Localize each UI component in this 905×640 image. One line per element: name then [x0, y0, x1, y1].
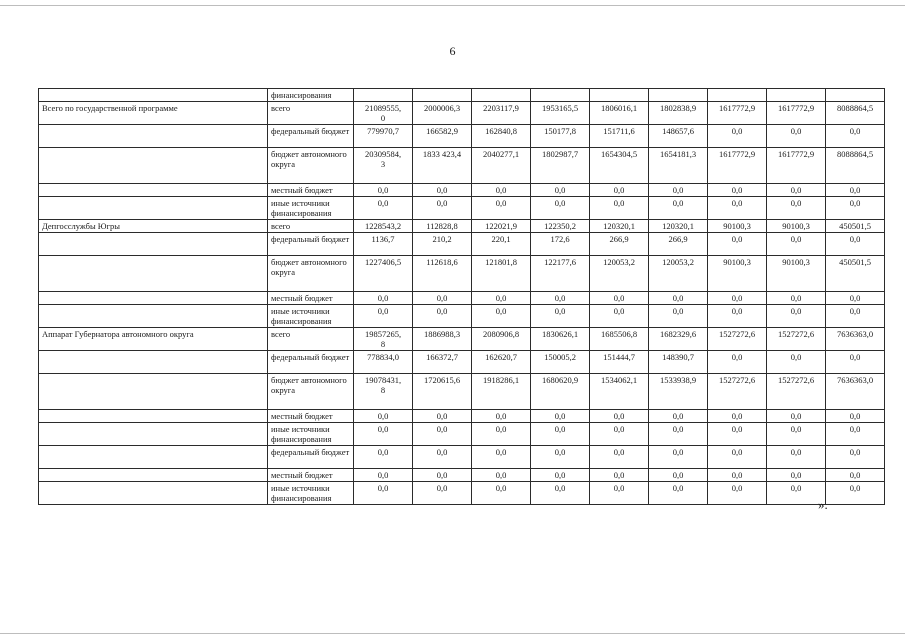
amount-cell: [826, 89, 885, 102]
amount-cell: 0,0: [590, 292, 649, 305]
amount-cell: [649, 89, 708, 102]
organization-cell: [39, 469, 268, 482]
amount-cell: 0,0: [826, 469, 885, 482]
amount-cell: 166372,7: [413, 351, 472, 374]
table-row: [39, 305, 885, 328]
amount-cell: 1802987,7: [531, 148, 590, 184]
funding-source-cell: финансирования: [268, 89, 354, 102]
amount-cell: 0,0: [413, 482, 472, 505]
table-row: [39, 256, 885, 292]
funding-source-cell: иные источники финансирования: [268, 423, 354, 446]
amount-cell: 21089555, 0: [354, 102, 413, 125]
amount-cell: 112828,8: [413, 220, 472, 233]
amount-cell: 20309584, 3: [354, 148, 413, 184]
amount-cell: 150005,2: [531, 351, 590, 374]
organization-cell: [39, 305, 268, 328]
table-row: [39, 184, 885, 197]
amount-cell: 0,0: [826, 305, 885, 328]
organization-cell: [39, 233, 268, 256]
amount-cell: 2040277,1: [472, 148, 531, 184]
amount-cell: 0,0: [590, 482, 649, 505]
amount-cell: 0,0: [590, 446, 649, 469]
amount-cell: 0,0: [708, 482, 767, 505]
table-row: [39, 482, 885, 505]
table-row: [39, 374, 885, 410]
amount-cell: 266,9: [649, 233, 708, 256]
organization-cell: [39, 410, 268, 423]
organization-cell: Депгосслужбы Югры: [39, 220, 268, 233]
page-number: 6: [449, 44, 456, 58]
amount-cell: 0,0: [472, 423, 531, 446]
amount-cell: 0,0: [708, 423, 767, 446]
funding-source-cell: всего: [268, 328, 354, 351]
organization-cell: Аппарат Губернатора автономного округа: [39, 328, 268, 351]
amount-cell: 0,0: [354, 184, 413, 197]
amount-cell: 0,0: [413, 197, 472, 220]
amount-cell: 0,0: [826, 423, 885, 446]
amount-cell: [472, 89, 531, 102]
amount-cell: 0,0: [531, 292, 590, 305]
amount-cell: 1228543,2: [354, 220, 413, 233]
amount-cell: 7636363,0: [826, 374, 885, 410]
amount-cell: 0,0: [826, 446, 885, 469]
amount-cell: 0,0: [472, 410, 531, 423]
organization-cell: [39, 184, 268, 197]
amount-cell: 0,0: [531, 305, 590, 328]
organization-cell: [39, 351, 268, 374]
amount-cell: 220,1: [472, 233, 531, 256]
amount-cell: 0,0: [472, 305, 531, 328]
organization-cell: [39, 292, 268, 305]
organization-cell: [39, 374, 268, 410]
scan-edge-top: [0, 5, 905, 6]
amount-cell: 0,0: [649, 305, 708, 328]
amount-cell: [708, 89, 767, 102]
amount-cell: 0,0: [472, 184, 531, 197]
amount-cell: 8088864,5: [826, 102, 885, 125]
funding-source-cell: иные источники финансирования: [268, 197, 354, 220]
amount-cell: 0,0: [826, 482, 885, 505]
amount-cell: 0,0: [649, 184, 708, 197]
amount-cell: 162620,7: [472, 351, 531, 374]
amount-cell: 0,0: [472, 292, 531, 305]
funding-source-cell: местный бюджет: [268, 184, 354, 197]
amount-cell: 122021,9: [472, 220, 531, 233]
amount-cell: 0,0: [413, 423, 472, 446]
amount-cell: [531, 89, 590, 102]
table-row: [39, 233, 885, 256]
amount-cell: 778834,0: [354, 351, 413, 374]
table-row: [39, 410, 885, 423]
amount-cell: 122350,2: [531, 220, 590, 233]
funding-source-cell: бюджет автономного округа: [268, 374, 354, 410]
amount-cell: 1685506,8: [590, 328, 649, 351]
funding-source-cell: федеральный бюджет: [268, 233, 354, 256]
table-row: [39, 125, 885, 148]
amount-cell: 0,0: [590, 197, 649, 220]
amount-cell: 0,0: [531, 197, 590, 220]
amount-cell: 122177,6: [531, 256, 590, 292]
amount-cell: 1533938,9: [649, 374, 708, 410]
organization-cell: [39, 423, 268, 446]
funding-source-cell: местный бюджет: [268, 469, 354, 482]
amount-cell: 0,0: [354, 469, 413, 482]
table-row: [39, 446, 885, 469]
amount-cell: 0,0: [590, 469, 649, 482]
amount-cell: 121801,8: [472, 256, 531, 292]
amount-cell: [767, 89, 826, 102]
amount-cell: 0,0: [590, 410, 649, 423]
budget-table-body: [39, 89, 885, 505]
amount-cell: 0,0: [826, 410, 885, 423]
amount-cell: [590, 89, 649, 102]
amount-cell: 0,0: [649, 446, 708, 469]
amount-cell: 0,0: [354, 197, 413, 220]
funding-source-cell: местный бюджет: [268, 410, 354, 423]
amount-cell: 0,0: [708, 469, 767, 482]
amount-cell: 1802838,9: [649, 102, 708, 125]
amount-cell: 0,0: [708, 305, 767, 328]
amount-cell: 0,0: [531, 423, 590, 446]
amount-cell: 266,9: [590, 233, 649, 256]
amount-cell: 0,0: [708, 351, 767, 374]
table-row: [39, 89, 885, 102]
amount-cell: 0,0: [413, 446, 472, 469]
amount-cell: 120320,1: [590, 220, 649, 233]
amount-cell: 0,0: [590, 184, 649, 197]
amount-cell: 172,6: [531, 233, 590, 256]
amount-cell: 450501,5: [826, 256, 885, 292]
amount-cell: 1654304,5: [590, 148, 649, 184]
amount-cell: 19857265, 8: [354, 328, 413, 351]
amount-cell: 0,0: [531, 469, 590, 482]
amount-cell: 0,0: [590, 305, 649, 328]
amount-cell: 2080906,8: [472, 328, 531, 351]
amount-cell: 0,0: [354, 446, 413, 469]
amount-cell: 0,0: [649, 482, 708, 505]
amount-cell: 1806016,1: [590, 102, 649, 125]
amount-cell: 0,0: [354, 482, 413, 505]
amount-cell: 0,0: [826, 197, 885, 220]
amount-cell: 0,0: [767, 184, 826, 197]
amount-cell: 90100,3: [708, 220, 767, 233]
amount-cell: 166582,9: [413, 125, 472, 148]
amount-cell: 1953165,5: [531, 102, 590, 125]
amount-cell: 0,0: [472, 197, 531, 220]
funding-source-cell: всего: [268, 102, 354, 125]
funding-source-cell: бюджет автономного округа: [268, 256, 354, 292]
amount-cell: [413, 89, 472, 102]
amount-cell: 0,0: [767, 125, 826, 148]
table-row: [39, 102, 885, 125]
amount-cell: 0,0: [708, 410, 767, 423]
amount-cell: 0,0: [531, 446, 590, 469]
table-row: [39, 292, 885, 305]
amount-cell: 0,0: [354, 292, 413, 305]
amount-cell: 151444,7: [590, 351, 649, 374]
amount-cell: 0,0: [826, 125, 885, 148]
amount-cell: 1527272,6: [708, 328, 767, 351]
table-row: [39, 469, 885, 482]
amount-cell: 1617772,9: [767, 148, 826, 184]
table-row: [39, 423, 885, 446]
amount-cell: 0,0: [826, 351, 885, 374]
amount-cell: 2000006,3: [413, 102, 472, 125]
amount-cell: 148657,6: [649, 125, 708, 148]
scan-edge-bottom: [0, 633, 905, 634]
amount-cell: 90100,3: [708, 256, 767, 292]
funding-source-cell: иные источники финансирования: [268, 482, 354, 505]
amount-cell: 162840,8: [472, 125, 531, 148]
amount-cell: 0,0: [767, 410, 826, 423]
amount-cell: 90100,3: [767, 220, 826, 233]
amount-cell: 120053,2: [649, 256, 708, 292]
amount-cell: 0,0: [531, 410, 590, 423]
amount-cell: 0,0: [354, 423, 413, 446]
amount-cell: 0,0: [767, 197, 826, 220]
amount-cell: 1527272,6: [767, 374, 826, 410]
amount-cell: 1682329,6: [649, 328, 708, 351]
funding-source-cell: федеральный бюджет: [268, 446, 354, 469]
organization-cell: [39, 148, 268, 184]
amount-cell: 0,0: [649, 292, 708, 305]
amount-cell: 779970,7: [354, 125, 413, 148]
amount-cell: 8088864,5: [826, 148, 885, 184]
amount-cell: 1527272,6: [767, 328, 826, 351]
amount-cell: 1227406,5: [354, 256, 413, 292]
amount-cell: 0,0: [826, 184, 885, 197]
amount-cell: 1534062,1: [590, 374, 649, 410]
amount-cell: 90100,3: [767, 256, 826, 292]
amount-cell: 19078431, 8: [354, 374, 413, 410]
amount-cell: 0,0: [708, 184, 767, 197]
amount-cell: 0,0: [649, 469, 708, 482]
amount-cell: 1918286,1: [472, 374, 531, 410]
amount-cell: 7636363,0: [826, 328, 885, 351]
amount-cell: 0,0: [649, 410, 708, 423]
funding-source-cell: иные источники финансирования: [268, 305, 354, 328]
amount-cell: 0,0: [413, 305, 472, 328]
amount-cell: 0,0: [767, 469, 826, 482]
organization-cell: [39, 256, 268, 292]
amount-cell: 0,0: [767, 292, 826, 305]
amount-cell: 0,0: [767, 446, 826, 469]
amount-cell: 150177,8: [531, 125, 590, 148]
funding-source-cell: всего: [268, 220, 354, 233]
amount-cell: 0,0: [413, 292, 472, 305]
organization-cell: [39, 89, 268, 102]
amount-cell: 0,0: [472, 446, 531, 469]
amount-cell: 1680620,9: [531, 374, 590, 410]
amount-cell: 0,0: [531, 482, 590, 505]
amount-cell: 120320,1: [649, 220, 708, 233]
amount-cell: 0,0: [354, 410, 413, 423]
amount-cell: 0,0: [708, 197, 767, 220]
table-row: [39, 328, 885, 351]
amount-cell: 0,0: [649, 423, 708, 446]
amount-cell: 0,0: [413, 469, 472, 482]
amount-cell: 1617772,9: [708, 148, 767, 184]
table-row: [39, 148, 885, 184]
amount-cell: 0,0: [767, 305, 826, 328]
amount-cell: 0,0: [708, 292, 767, 305]
amount-cell: 0,0: [708, 446, 767, 469]
amount-cell: 0,0: [767, 482, 826, 505]
amount-cell: 1833 423,4: [413, 148, 472, 184]
funding-source-cell: федеральный бюджет: [268, 351, 354, 374]
amount-cell: 0,0: [708, 125, 767, 148]
amount-cell: 151711,6: [590, 125, 649, 148]
amount-cell: 450501,5: [826, 220, 885, 233]
amount-cell: 1720615,6: [413, 374, 472, 410]
amount-cell: 0,0: [472, 469, 531, 482]
amount-cell: 0,0: [826, 233, 885, 256]
amount-cell: 1527272,6: [708, 374, 767, 410]
table-row: [39, 220, 885, 233]
organization-cell: [39, 482, 268, 505]
organization-cell: [39, 446, 268, 469]
amount-cell: 2203117,9: [472, 102, 531, 125]
organization-cell: [39, 197, 268, 220]
closing-quote-mark: ».: [818, 497, 828, 512]
amount-cell: 0,0: [826, 292, 885, 305]
amount-cell: 0,0: [413, 184, 472, 197]
amount-cell: 0,0: [590, 423, 649, 446]
amount-cell: 0,0: [354, 305, 413, 328]
amount-cell: 0,0: [649, 197, 708, 220]
amount-cell: 0,0: [708, 233, 767, 256]
organization-cell: Всего по государственной программе: [39, 102, 268, 125]
organization-cell: [39, 125, 268, 148]
amount-cell: 1617772,9: [708, 102, 767, 125]
amount-cell: 0,0: [767, 423, 826, 446]
budget-table: [38, 88, 885, 505]
amount-cell: 0,0: [531, 184, 590, 197]
amount-cell: 0,0: [413, 410, 472, 423]
funding-source-cell: местный бюджет: [268, 292, 354, 305]
amount-cell: 0,0: [472, 482, 531, 505]
amount-cell: 112618,6: [413, 256, 472, 292]
amount-cell: 1654181,3: [649, 148, 708, 184]
amount-cell: 0,0: [767, 233, 826, 256]
funding-source-cell: бюджет автономного округа: [268, 148, 354, 184]
funding-source-cell: федеральный бюджет: [268, 125, 354, 148]
amount-cell: 120053,2: [590, 256, 649, 292]
table-row: [39, 197, 885, 220]
amount-cell: 1136,7: [354, 233, 413, 256]
amount-cell: 1617772,9: [767, 102, 826, 125]
amount-cell: 1830626,1: [531, 328, 590, 351]
amount-cell: 210,2: [413, 233, 472, 256]
amount-cell: 1886988,3: [413, 328, 472, 351]
amount-cell: 0,0: [767, 351, 826, 374]
table-row: [39, 351, 885, 374]
amount-cell: 148390,7: [649, 351, 708, 374]
amount-cell: [354, 89, 413, 102]
